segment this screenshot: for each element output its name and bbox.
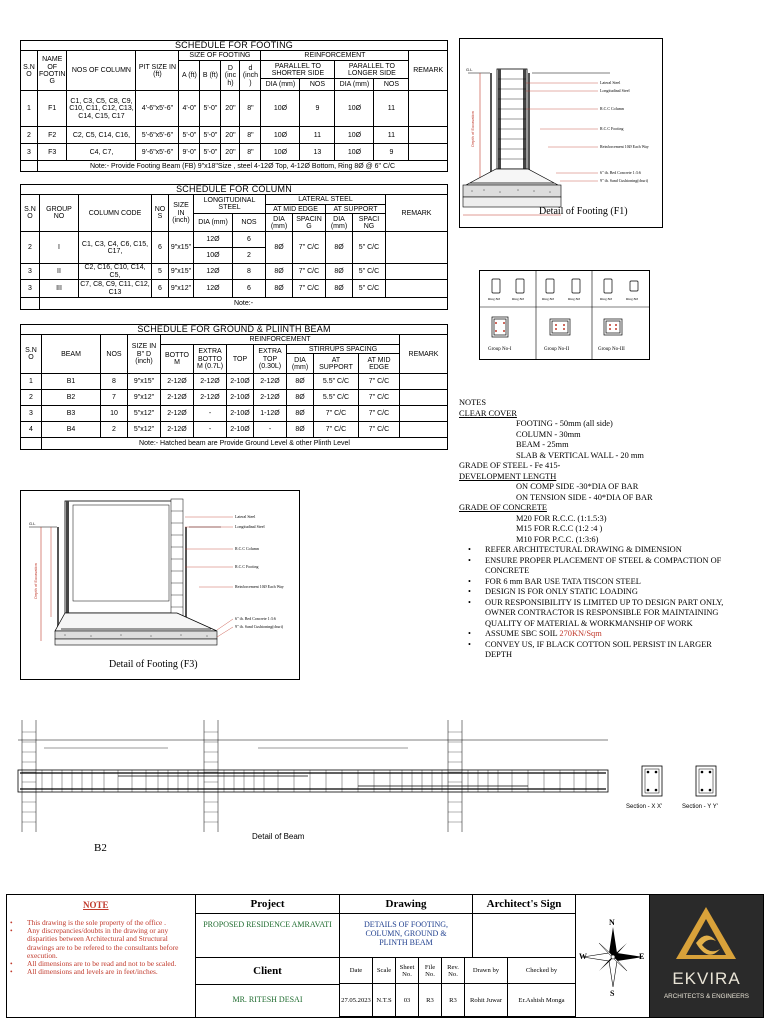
label: 6" th. Bed Concrete 1:3:6 <box>235 616 276 621</box>
group-label: Group No-II <box>544 347 570 352</box>
cell: 2 <box>21 390 42 406</box>
cell: 7" C/C <box>359 390 400 406</box>
cell: 2-12Ø <box>254 374 287 390</box>
firm-logo <box>650 895 763 1017</box>
cell: 2 <box>21 127 38 144</box>
cell: 5.5" C/C <box>314 374 359 390</box>
cell: 3 <box>21 144 38 161</box>
cell: 11 <box>300 127 335 144</box>
cell: 3 <box>21 406 42 422</box>
cell <box>21 438 42 450</box>
concrete-item: M20 FOR R.C.C. (1:1.5:3) <box>516 513 607 523</box>
col-header: EXTRA TOP (0.30L) <box>254 345 287 374</box>
column-schedule <box>20 184 448 310</box>
group-tie-label: Ring 8Ø <box>512 297 524 301</box>
cell: 2-10Ø <box>227 390 254 406</box>
table-row <box>21 127 448 144</box>
sbc-prefix: ASSUME SBC SOIL <box>485 629 560 638</box>
label: Longitudinal Steel <box>235 524 265 529</box>
col-header: REMARK <box>409 51 448 91</box>
col-header: DIA (mm) <box>287 354 314 374</box>
cell: 1 <box>21 91 38 127</box>
info-header: Date <box>340 958 373 984</box>
cell: - <box>254 422 287 438</box>
label: R.C.C Column <box>600 106 624 111</box>
cell: 8Ø <box>326 264 353 280</box>
cell: 2 <box>233 248 266 264</box>
col-header: NOS <box>101 335 128 374</box>
cell: 4 <box>21 422 42 438</box>
cell: 8Ø <box>266 280 293 298</box>
cell: 8Ø <box>326 232 353 264</box>
cell: 5'-6"x5'-6" <box>136 127 179 144</box>
tb-note-item: • All dimensions are to be read and not to be scaled. <box>10 959 177 969</box>
cell: 5'-0" <box>179 127 200 144</box>
cell: C4, C7, <box>67 144 136 161</box>
detail-footing-f1 <box>459 38 663 228</box>
col-header: PARALLEL TO LONGER SIDE <box>335 61 409 79</box>
cell: 5'-0" <box>200 144 221 161</box>
cell: 7 <box>101 390 128 406</box>
col-header: NO S <box>152 195 169 232</box>
col-header: B (ft) <box>200 61 221 91</box>
note-title: NOTE <box>83 900 109 910</box>
cell <box>409 127 448 144</box>
cell: 2-12Ø <box>254 390 287 406</box>
cell: 7" C/C <box>314 406 359 422</box>
cell: 3 <box>21 280 40 298</box>
cell: C1, C3, C5, C8, C9, C10, C11, C12, C13, C14, C15, C17 <box>67 91 136 127</box>
cell: 9"x12" <box>169 280 194 298</box>
cell: 7" C/C <box>293 264 326 280</box>
col-header: LONGITUDINAL STEEL <box>194 195 266 214</box>
cell: 7" C/C <box>359 406 400 422</box>
firm-subtitle: ARCHITECTS & ENGINEERS <box>663 993 750 1000</box>
cell: 8Ø <box>287 422 314 438</box>
col-header: REMARK <box>400 335 448 374</box>
gl-label: G.L <box>29 521 36 526</box>
cell: 8Ø <box>287 374 314 390</box>
drawing-heading: Drawing <box>340 895 472 914</box>
firm-name: EKVIRA <box>672 969 741 988</box>
col-header: COLUMN CODE <box>79 195 152 232</box>
col-header: S.N O <box>21 335 42 374</box>
cell: 2-12Ø <box>161 390 194 406</box>
cell: 5"x12" <box>128 422 161 438</box>
footing-note: Note:- Provide Footing Beam (FB) 9"x18"Size , steel 4-12Ø Top, 4-12Ø Bottom, Ring 8Ø @ 6" C/C <box>38 161 448 172</box>
info-value: 27.05.2023 <box>340 984 373 1017</box>
note-item: • REFER ARCHITECTURAL DRAWING & DIMENSION <box>459 545 734 556</box>
project-name: PROPOSED RESIDENCE AMRAVATI <box>203 920 332 929</box>
cell: 20" <box>221 127 240 144</box>
cell: 8Ø <box>287 390 314 406</box>
cell: 8Ø <box>287 406 314 422</box>
group-tie-label: Ring 8Ø <box>542 297 554 301</box>
label: 6" th. Bed Concrete 1:3:6 <box>600 170 641 175</box>
cell: 8" <box>240 91 261 127</box>
cell: 6 <box>233 232 266 248</box>
cell <box>400 422 448 438</box>
cell: I <box>40 232 79 264</box>
cell <box>400 390 448 406</box>
cell: 5.5" C/C <box>314 390 359 406</box>
cell: 8Ø <box>266 232 293 264</box>
compass-e: E <box>639 952 645 961</box>
notes-list <box>459 545 734 661</box>
dev-length-heading: DEVELOPMENT LENGTH <box>459 471 557 481</box>
cell <box>400 406 448 422</box>
beam-note: Note:- Hatched beam are Provide Ground Level & other Plinth Level <box>42 438 448 450</box>
dev-item: ON TENSION SIDE - 40*DIA OF BAR <box>516 492 653 502</box>
cell: 2-12Ø <box>161 422 194 438</box>
col-header: STIRRUPS SPACING <box>287 345 400 354</box>
beam-label-b2: B2 <box>94 842 107 854</box>
cell: 9"x15" <box>169 264 194 280</box>
col-header: SIZE IN B" D (inch) <box>128 335 161 374</box>
info-value: R3 <box>419 984 442 1017</box>
tb-note-item: • This drawing is the sole property of the office . <box>10 918 167 927</box>
cell: F1 <box>38 91 67 127</box>
cell: 9"x12" <box>128 390 161 406</box>
cell: 8 <box>101 374 128 390</box>
cell: 12Ø <box>194 280 233 298</box>
cell: 5" C/C <box>353 280 386 298</box>
cell: 2-10Ø <box>227 422 254 438</box>
col-header: GROUP NO <box>40 195 79 232</box>
detail-footing-f3 <box>20 490 300 680</box>
cell: 9"x15" <box>128 374 161 390</box>
compass-s: S <box>610 989 615 998</box>
group-tie-label: Ring 8Ø <box>568 297 580 301</box>
cell <box>386 280 448 298</box>
cell: 1-12Ø <box>254 406 287 422</box>
cell <box>409 144 448 161</box>
cell: 20" <box>221 144 240 161</box>
beam-schedule <box>20 324 448 450</box>
info-header: Rev. No. <box>442 958 465 984</box>
info-header: Checked by <box>508 958 576 984</box>
table-row <box>21 374 448 390</box>
cell: 4'-0" <box>179 91 200 127</box>
beam-schedule-title: SCHEDULE FOR GROUND & PLIINTH BEAM <box>21 325 448 335</box>
cell: 6 <box>233 280 266 298</box>
tb-note-text: All dimensions and levels are in feet/inches. <box>27 967 158 977</box>
cell: III <box>40 280 79 298</box>
column-groups-panel <box>479 270 650 360</box>
label: Reinforcement 10Ø Each Way <box>235 584 284 589</box>
col-header: DIA (mm) <box>261 79 300 91</box>
grade-steel: GRADE OF STEEL - Fe 415- <box>459 461 561 470</box>
cell: F2 <box>38 127 67 144</box>
col-header: D (inc h) <box>221 61 240 91</box>
cell: 8Ø <box>266 264 293 280</box>
detail-f3-caption: Detail of Footing (F3) <box>109 659 198 670</box>
gl-label: G.L <box>466 67 473 72</box>
beam-detail <box>8 712 748 862</box>
col-header: S.N O <box>21 51 38 91</box>
cell <box>400 374 448 390</box>
depth-label: Depth of Excavation <box>33 563 38 599</box>
section-xx-label: Section - X X' <box>626 804 663 810</box>
tb-note-text: Any discrepancies/doubts in the drawing or any disparities between Architectural and Structural drawings are to be refered to the consultants before execution. <box>27 926 179 960</box>
info-value: 03 <box>396 984 419 1017</box>
cell: B3 <box>42 406 101 422</box>
col-header: DIA (mm) <box>266 214 293 232</box>
cell: 9'-6"x5'-6" <box>136 144 179 161</box>
col-header: NOS <box>300 79 335 91</box>
table-row <box>21 280 448 298</box>
tb-note-item: • Any discrepancies/doubts in the drawing or any disparities between Architectural and Structural drawings are to be refered to the consultants before execution. <box>10 926 179 960</box>
group-label: Group No-I <box>488 347 512 352</box>
col-header: REINFORCEMENT <box>261 51 409 61</box>
label: Lateral Steel <box>235 514 256 519</box>
cover-item: COLUMN - 30mm <box>516 429 581 439</box>
cell: 2-10Ø <box>227 406 254 422</box>
col-header: d (inch ) <box>240 61 261 91</box>
cell: 2 <box>21 232 40 264</box>
cell <box>386 232 448 264</box>
cell: 2-12Ø <box>194 390 227 406</box>
col-header: TOP <box>227 345 254 374</box>
note-item: • FOR 6 mm BAR USE TATA TISCON STEEL <box>459 577 734 588</box>
cell: 8" <box>240 144 261 161</box>
cell: 20" <box>221 91 240 127</box>
note-item <box>459 629 734 640</box>
col-header: PIT SIZE IN (ft) <box>136 51 179 91</box>
note-item: • OUR RESPONSIBILITY IS LIMITED UP TO DESIGN PART ONLY, OWNER CONTRACTOR IS RESPONSIBLE FOR MAINTAINING QUALITY OF MATERIAL & WORKMANSHIP OF WORK <box>459 598 734 630</box>
label: R.C.C Footing <box>235 564 259 569</box>
col-header: BEAM <box>42 335 101 374</box>
table-row <box>21 264 448 280</box>
cell: 5 <box>152 264 169 280</box>
cell: 1 <box>21 374 42 390</box>
col-header: DIA (mm) <box>335 79 374 91</box>
title-block <box>6 894 764 1018</box>
compass-rose <box>577 895 650 1017</box>
cell: C2, C5, C14, C16, <box>67 127 136 144</box>
col-header: LATERAL STEEL <box>266 195 386 205</box>
label: R.C.C Footing <box>600 126 624 131</box>
cell: 2 <box>101 422 128 438</box>
cell: 9 <box>374 144 409 161</box>
cell: 7" C/C <box>293 232 326 264</box>
cell: 12Ø <box>194 232 233 248</box>
label: Longitudinal Steel <box>600 88 630 93</box>
cell <box>409 91 448 127</box>
concrete-item: M15 FOR R.C.C (1:2 :4 ) <box>516 524 603 533</box>
col-header: DIA (mm) <box>194 214 233 232</box>
cell: - <box>194 406 227 422</box>
col-header: PARALLEL TO SHORTER SIDE <box>261 61 335 79</box>
info-value: Er.Ashish Monga <box>508 984 576 1017</box>
cell: 7" C/C <box>293 280 326 298</box>
cell <box>21 298 40 310</box>
compass-n: N <box>609 918 615 927</box>
col-header: AT MID EDGE <box>266 205 326 214</box>
cell: 10Ø <box>194 248 233 264</box>
cell: 8Ø <box>326 280 353 298</box>
col-header: REMARK <box>386 195 448 232</box>
col-header: A (ft) <box>179 61 200 91</box>
cell: 5'-0" <box>200 127 221 144</box>
col-header: REINFORCEMENT <box>161 335 400 345</box>
drawing-name: DETAILS OF FOOTING, COLUMN, GROUND & PLINTH BEAM <box>363 920 449 947</box>
compass-w: W <box>579 952 587 961</box>
info-header: File No. <box>419 958 442 984</box>
cell: 11 <box>374 127 409 144</box>
cover-item: BEAM - 25mm <box>516 440 569 449</box>
notes-heading: NOTES <box>459 398 486 407</box>
cell: B2 <box>42 390 101 406</box>
cell: 6 <box>152 280 169 298</box>
label: Lateral Steel <box>600 80 621 85</box>
col-header: AT SUPPORT <box>326 205 386 214</box>
table-row <box>21 422 448 438</box>
info-header: Scale <box>373 958 396 984</box>
footing-schedule <box>20 40 448 172</box>
group-tie-label: Ring 8Ø <box>626 297 638 301</box>
cell <box>386 264 448 280</box>
cell: 4'-6"x5'-6" <box>136 91 179 127</box>
cell: B1 <box>42 374 101 390</box>
column-note: Note:- <box>40 298 448 310</box>
client-name: MR. RITESH DESAI <box>232 995 303 1004</box>
cell: 13 <box>300 144 335 161</box>
cell: - <box>194 422 227 438</box>
table-row <box>21 406 448 422</box>
note-item: • ENSURE PROPER PLACEMENT OF STEEL & COMPACTION OF CONCRETE <box>459 556 734 577</box>
cell: 2-12Ø <box>194 374 227 390</box>
info-header: Sheet No. <box>396 958 419 984</box>
cell: 11 <box>374 91 409 127</box>
col-header: NAME OF FOOTIN G <box>38 51 67 91</box>
section-yy-label: Section - Y Y' <box>682 804 718 810</box>
table-row <box>21 91 448 127</box>
cell: 5" C/C <box>353 264 386 280</box>
cell: 10 <box>101 406 128 422</box>
cell: 6 <box>152 232 169 264</box>
info-value: Rohit Juwar <box>465 984 508 1017</box>
depth-label: Depth of Excavation <box>470 111 475 147</box>
info-value: N.T.S <box>373 984 396 1017</box>
note-item: • DESIGN IS FOR ONLY STATIC LOADING <box>459 587 734 598</box>
cell: 10Ø <box>261 91 300 127</box>
table-row <box>21 232 448 248</box>
cell: 9'-0" <box>179 144 200 161</box>
column-groups-drawing <box>480 271 649 359</box>
cover-item: FOOTING - 50mm (all side) <box>516 419 613 428</box>
footing-schedule-title: SCHEDULE FOR FOOTING <box>21 41 448 51</box>
label: Reinforcement 10Ø Each Way <box>600 144 649 149</box>
cell: 10Ø <box>261 144 300 161</box>
note-item: • CONVEY US, IF BLACK COTTON SOIL PERSIST IN LARGER DEPTH <box>459 640 734 661</box>
general-notes <box>459 398 734 661</box>
col-header: SPACIN G <box>293 214 326 232</box>
info-value: R3 <box>442 984 465 1017</box>
cell: 3 <box>21 264 40 280</box>
col-header: S.N O <box>21 195 40 232</box>
detail-f1-caption: Detail of Footing (F1) <box>539 206 628 217</box>
cell: II <box>40 264 79 280</box>
label: R.C.C Column <box>235 546 259 551</box>
dev-item: ON COMP SIDE -30*DIA OF BAR <box>516 482 639 491</box>
cell: 5'-0" <box>200 91 221 127</box>
table-row <box>21 390 448 406</box>
group-label: Group No-III <box>598 347 625 352</box>
cell: 7" C/C <box>359 422 400 438</box>
cell: 7" C/C <box>359 374 400 390</box>
label: 9" th. Sand Cushioning(churi) <box>235 624 284 629</box>
cell: 8 <box>233 264 266 280</box>
cell <box>21 161 38 172</box>
cover-item: SLAB & VERTICAL WALL - 20 mm <box>516 450 644 460</box>
cell: C7, C8, C9, C11, C12, C13 <box>80 281 150 296</box>
cell: 12Ø <box>194 264 233 280</box>
beam-detail-drawing <box>8 712 748 862</box>
cell: B4 <box>42 422 101 438</box>
col-header: NOS OF COLUMN <box>67 51 136 91</box>
cell: 8" <box>240 127 261 144</box>
col-header: SPACI NG <box>353 214 386 232</box>
cell: 7" C/C <box>314 422 359 438</box>
cell: 2-12Ø <box>161 406 194 422</box>
column-schedule-title: SCHEDULE FOR COLUMN <box>21 185 448 195</box>
col-header: SIZE IN (inch) <box>169 195 194 232</box>
cell: 2-10Ø <box>227 374 254 390</box>
sign-heading: Architect's Sign <box>473 895 575 914</box>
col-header: NOS <box>233 214 266 232</box>
col-header: NOS <box>374 79 409 91</box>
col-header: BOTTO M <box>161 345 194 374</box>
cell: F3 <box>38 144 67 161</box>
group-tie-label: Ring 8Ø <box>600 297 612 301</box>
info-grid <box>339 957 576 1017</box>
col-header: SIZE OF FOOTING <box>179 51 261 61</box>
grade-concrete-heading: GRADE OF CONCRETE <box>459 503 547 512</box>
cell: 10Ø <box>335 91 374 127</box>
beam-detail-caption: Detail of Beam <box>252 832 305 841</box>
group-tie-label: Ring 8Ø <box>488 297 500 301</box>
concrete-item: M10 FOR P.C.C. (1:3:6) <box>516 534 599 544</box>
label: 9" th. Sand Cushioning(churi) <box>600 178 649 183</box>
client-heading: Client <box>196 958 339 985</box>
cell: C2, C16, C10, C14, C5, <box>79 264 152 280</box>
footing-f1-drawing <box>460 39 662 227</box>
cell: C1, C3, C4, C6, C15, C17, <box>79 232 152 264</box>
project-heading: Project <box>196 895 339 914</box>
tb-note-text: All dimensions are to be read and not to be scaled. <box>27 959 177 969</box>
cell: 10Ø <box>261 127 300 144</box>
col-header: AT MID EDGE <box>359 354 400 374</box>
cell: 5"x12" <box>128 406 161 422</box>
col-header: AT SUPPORT <box>314 354 359 374</box>
cell: 2-12Ø <box>161 374 194 390</box>
tb-note-text: This drawing is the sole property of the office . <box>27 918 167 927</box>
cell: 9"x15" <box>169 232 194 264</box>
col-header: EXTRA BOTTO M (0.7L) <box>194 345 227 374</box>
clear-cover-heading: CLEAR COVER <box>459 408 517 418</box>
tb-note-item: • All dimensions and levels are in feet/inches. <box>10 967 158 977</box>
cell: 5" C/C <box>353 232 386 264</box>
col-header: DIA (mm) <box>326 214 353 232</box>
cell: 10Ø <box>335 144 374 161</box>
cell: 10Ø <box>335 127 374 144</box>
cell: 9 <box>300 91 335 127</box>
info-header: Drawn by <box>465 958 508 984</box>
sbc-value: 270KN/Sqm <box>559 629 602 638</box>
table-row <box>21 144 448 161</box>
